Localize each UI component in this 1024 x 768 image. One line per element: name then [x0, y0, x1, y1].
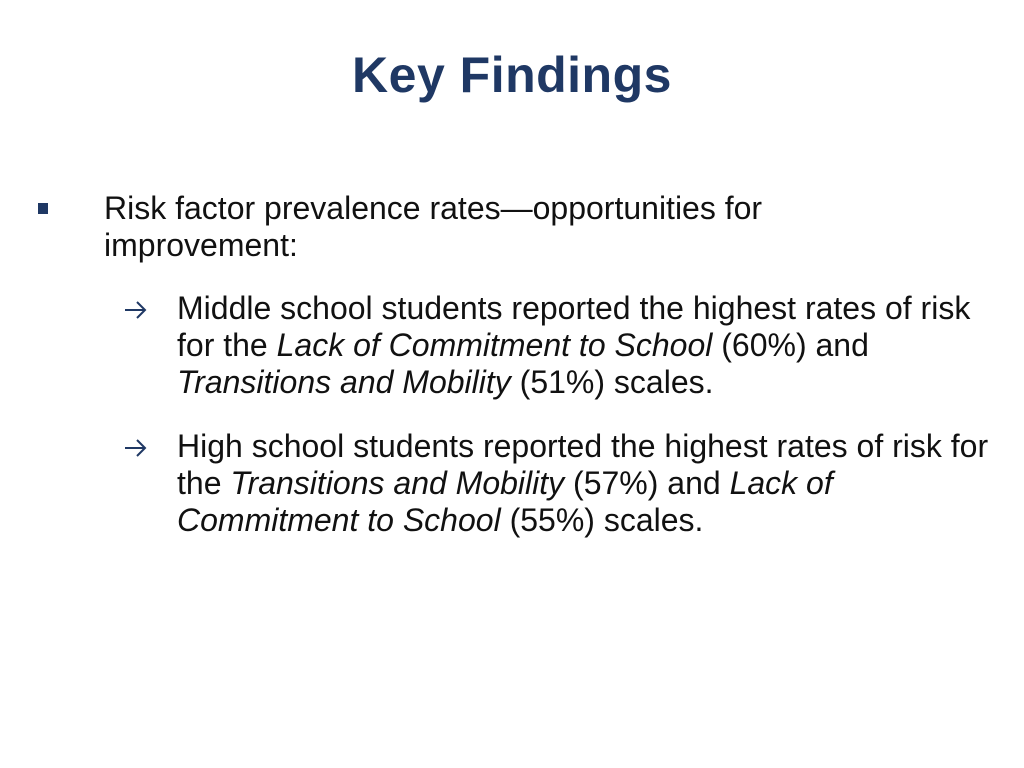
sub-text: (55%) scales.: [500, 502, 704, 538]
sub-bullet-high-school: [177, 428, 997, 539]
scale-name: Lack of Commitment to School: [177, 465, 833, 538]
sub-text: (60%) and: [712, 327, 869, 363]
slide-title: Key Findings: [352, 47, 672, 103]
scale-name: Lack of Commitment to School: [276, 327, 713, 363]
sub-text: Middle school students reported the highest rates of risk for the: [177, 290, 971, 363]
sub-text: (51%) scales.: [510, 364, 714, 400]
right-arrow-icon: [121, 433, 151, 463]
bullet-text: Risk factor prevalence rates—opportunities for improvement:: [104, 190, 763, 263]
right-arrow-icon: [121, 295, 151, 325]
sub-text: (57%) and: [564, 465, 730, 501]
sub-text: High school students reported the highest rates of risk for the: [177, 428, 989, 501]
scale-name: Transitions and Mobility: [177, 364, 511, 400]
sub-bullet-middle-school: [177, 290, 997, 401]
square-bullet-icon: [38, 203, 48, 214]
scale-name: Transitions and Mobility: [230, 465, 565, 501]
